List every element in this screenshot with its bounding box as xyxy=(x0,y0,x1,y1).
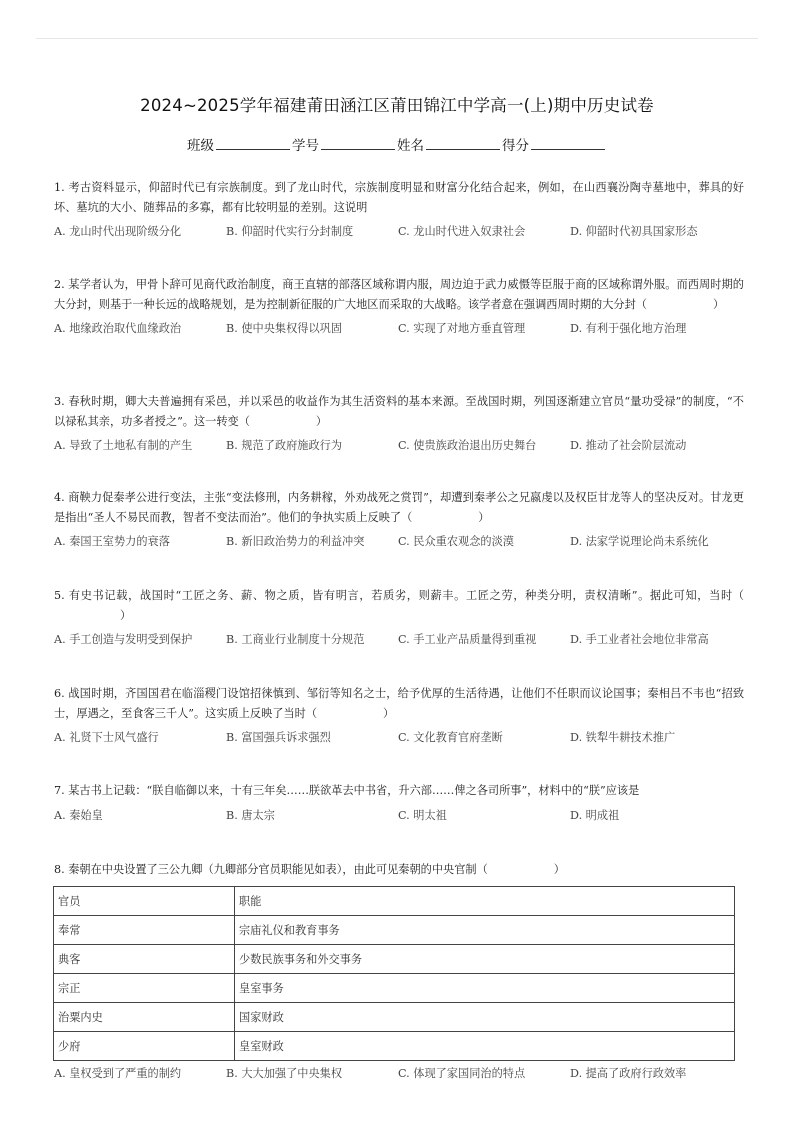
score-label: 得分 xyxy=(502,138,529,154)
question-1 xyxy=(54,178,744,243)
options-row xyxy=(54,631,744,651)
option-c[interactable]: C. 文化教育官府垄断 xyxy=(398,731,503,744)
page-title: 2024~2025学年福建莆田涵江区莆田锦江中学高一(上)期中历史试卷 xyxy=(140,96,654,115)
options-row xyxy=(54,807,744,827)
option-c[interactable]: C. 体现了家国同治的特点 xyxy=(398,1067,526,1080)
table-cell-official: 宗正 xyxy=(54,974,235,1003)
table-cell-function: 宗庙礼仪和教育事务 xyxy=(235,916,735,945)
score-blank[interactable] xyxy=(531,137,605,150)
option-a[interactable]: A. 地缘政治取代血缘政治 xyxy=(54,322,182,335)
options-row xyxy=(54,533,744,553)
option-c[interactable]: C. 龙山时代进入奴隶社会 xyxy=(398,225,526,238)
option-c[interactable]: C. 民众重农观念的淡漠 xyxy=(398,535,514,548)
options-row xyxy=(54,320,744,340)
officials-table xyxy=(53,886,735,1061)
question-stem: 6. 战国时期，齐国国君在临淄稷门设馆招徕慎到、邹衍等知名之士，给予优厚的生活待遇，让他们不任职而议论国事；秦相吕不韦也“招致士，厚遇之，至食客三千人”。这实质上反映了当时（ ） xyxy=(54,687,745,720)
class-blank[interactable] xyxy=(216,137,290,150)
question-2 xyxy=(54,275,744,340)
table-row xyxy=(54,974,735,1003)
option-a[interactable]: A. 秦国王室势力的衰落 xyxy=(54,535,170,548)
option-a[interactable]: A. 礼贤下士风气盛行 xyxy=(54,731,159,744)
option-c[interactable]: C. 实现了对地方垂直管理 xyxy=(398,322,526,335)
class-label: 班级 xyxy=(187,138,214,154)
question-5 xyxy=(54,586,744,651)
question-8-options-row xyxy=(54,1065,744,1085)
table-cell-function: 少数民族事务和外交事务 xyxy=(235,945,735,974)
table-row xyxy=(54,945,735,974)
table-cell-official: 少府 xyxy=(54,1032,235,1061)
name-label: 姓名 xyxy=(397,138,424,154)
question-stem: 4. 商鞅力促秦孝公进行变法，主张“变法修刑，内务耕稼，外劝战死之赏罚”，却遭到秦孝公之兄嬴虔以及权臣甘龙等人的坚决反对。甘龙更是指出“圣人不易民而教，智者不变法而治”。他们的争执实质上反映了（ ） xyxy=(54,491,744,524)
option-b[interactable]: B. 使中央集权得以巩固 xyxy=(226,322,343,335)
id-label: 学号 xyxy=(292,138,319,154)
question-stem: 1. 考古资料显示，仰韶时代已有宗族制度。到了龙山时代，宗族制度明显和财富分化结合起来，例如，在山西襄汾陶寺墓地中，葬具的好坏、墓坑的大小、随葬品的多寡，都有比较明显的差别。这说明 xyxy=(54,181,744,214)
option-d[interactable]: D. 铁犁牛耕技术推广 xyxy=(570,731,676,744)
page-top-rule xyxy=(36,38,758,39)
table-cell-function: 皇室财政 xyxy=(235,1032,735,1061)
option-b[interactable]: B. 富国强兵诉求强烈 xyxy=(226,731,331,744)
table-cell-official: 治粟内史 xyxy=(54,1003,235,1032)
option-b[interactable]: B. 大大加强了中央集权 xyxy=(226,1067,343,1080)
table-row xyxy=(54,1032,735,1061)
table-cell-official: 典客 xyxy=(54,945,235,974)
options-row xyxy=(54,223,744,243)
option-a[interactable]: A. 皇权受到了严重的制约 xyxy=(54,1067,182,1080)
student-info-line xyxy=(0,134,794,154)
option-b[interactable]: B. 工商业行业制度十分规范 xyxy=(226,633,365,646)
option-a[interactable]: A. 秦始皇 xyxy=(54,808,103,822)
option-b[interactable]: B. 新旧政治势力的利益冲突 xyxy=(226,535,365,548)
question-3 xyxy=(54,392,744,457)
question-6 xyxy=(54,684,744,749)
option-a[interactable]: A. 手工创造与发明受到保护 xyxy=(54,633,193,646)
question-stem: 7. 某古书上记载：“朕自临御以来，十有三年矣……朕欲革去中书省，升六部……俾之各司所事”，材料中的“朕”应该是 xyxy=(54,784,640,797)
option-d[interactable]: D. 手工业者社会地位非常高 xyxy=(570,633,709,646)
option-a[interactable]: A. 龙山时代出现阶级分化 xyxy=(54,225,182,238)
option-c[interactable]: C. 使贵族政治退出历史舞台 xyxy=(398,439,537,452)
options-row xyxy=(54,437,744,457)
option-d[interactable]: D. 法家学说理论尚未系统化 xyxy=(570,535,709,548)
table-cell-official: 奉常 xyxy=(54,916,235,945)
question-stem: 3. 春秋时期，卿大夫普遍拥有采邑，并以采邑的收益作为其生活资料的基本来源。至战国时期，列国逐渐建立官员“量功受禄”的制度，“不以禄私其亲，功多者授之”。这一转变（ ） xyxy=(54,395,744,428)
id-blank[interactable] xyxy=(321,137,395,150)
table-cell-function: 皇室事务 xyxy=(235,974,735,1003)
option-d[interactable]: D. 仰韶时代初具国家形态 xyxy=(570,225,698,238)
question-stem: 8. 秦朝在中央设置了三公九卿（九卿部分官员职能见如表），由此可见秦朝的中央官制（ ） xyxy=(54,863,565,876)
table-row xyxy=(54,916,735,945)
table-header-row xyxy=(54,887,735,916)
option-c[interactable]: C. 手工业产品质量得到重视 xyxy=(398,633,537,646)
question-8 xyxy=(54,860,744,880)
option-b[interactable]: B. 规范了政府施政行为 xyxy=(226,439,343,452)
table-header-cell: 官员 xyxy=(54,887,235,916)
option-c[interactable]: C. 明太祖 xyxy=(398,808,447,822)
option-d[interactable]: D. 有利于强化地方治理 xyxy=(570,322,687,335)
question-4 xyxy=(54,488,744,553)
options-row xyxy=(54,729,744,749)
question-stem: 5. 有史书记载，战国时“工匠之务、薪、物之质，皆有明言，若质劣，则薪丰。工匠之劳，种类分明，责权清晰”。据此可知，当时（） xyxy=(54,589,744,622)
name-blank[interactable] xyxy=(426,137,500,150)
option-b[interactable]: B. 仰韶时代实行分封制度 xyxy=(226,225,354,238)
table-cell-function: 国家财政 xyxy=(235,1003,735,1032)
option-d[interactable]: D. 提高了政府行政效率 xyxy=(570,1067,687,1080)
question-stem: 2. 某学者认为，甲骨卜辞可见商代政治制度，商王直辖的部落区域称谓内服，周边迫于武力威慑等臣服于商的区域称谓外服。而西周时期的大分封，则基于一种长远的战略规划，是为控制新征服的广大地区而采取的大战略。该学者意在强调西周时期的大分封（ ） xyxy=(54,278,744,311)
question-7 xyxy=(54,781,744,827)
table-header-cell: 职能 xyxy=(235,887,735,916)
option-a[interactable]: A. 导致了土地私有制的产生 xyxy=(54,439,193,452)
option-b[interactable]: B. 唐太宗 xyxy=(226,808,275,822)
table-row xyxy=(54,1003,735,1032)
option-d[interactable]: D. 明成祖 xyxy=(570,808,620,822)
option-d[interactable]: D. 推动了社会阶层流动 xyxy=(570,439,687,452)
